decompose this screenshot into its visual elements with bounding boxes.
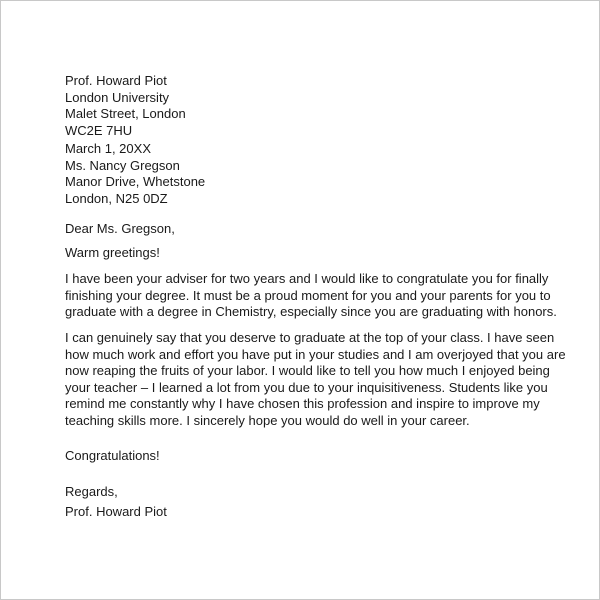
salutation (65, 221, 539, 238)
congratulations-text: Congratulations! (65, 448, 160, 463)
paragraph-line: graduate with a degree in Chemistry, especially since you are graduating with honors. (65, 304, 557, 319)
recipient-street: Manor Drive, Whetstone (65, 174, 206, 189)
sender-address (65, 73, 539, 139)
signature-block (65, 504, 539, 521)
paragraph-line: I have been your adviser for two years and I would like to congratulate you for finally (65, 271, 549, 286)
paragraph-line: teaching skills more. I sincerely hope you would do well in your career. (65, 412, 470, 428)
date-and-recipient (65, 141, 539, 207)
salutation-text: Dear Ms. Gregson, (65, 221, 175, 236)
congratulations-line (65, 448, 539, 465)
paragraph-line: now reaping the fruits of your labor. I would like to tell you how much I enjoyed being (65, 363, 550, 378)
sender-institution: London University (65, 89, 170, 105)
sender-street: Malet Street, London (65, 106, 186, 121)
signature-name: Prof. Howard Piot (65, 504, 167, 519)
paragraph-line: finishing your degree. It must be a proud moment for you and your parents for you to (65, 287, 551, 303)
paragraph-line: I can genuinely say that you deserve to graduate at the top of your class. I have seen (65, 330, 555, 345)
greeting-text: Warm greetings! (65, 245, 160, 260)
sender-postcode: WC2E 7HU (65, 122, 133, 138)
letter-date: March 1, 20XX (65, 141, 151, 156)
recipient-name: Ms. Nancy Gregson (65, 157, 180, 173)
body-paragraph-1 (65, 271, 557, 321)
recipient-city-postcode: London, N25 0DZ (65, 190, 168, 206)
body-paragraph-2 (65, 330, 566, 429)
greeting (65, 245, 539, 262)
paragraph-line: your teacher – I learned a lot from you due to your inquisitiveness. Students like you (65, 379, 548, 395)
regards-text: Regards, (65, 484, 118, 499)
paragraph-line: remind me constantly why I have chosen this profession and inspire to improve my (65, 396, 540, 411)
closing (65, 484, 539, 501)
paragraph-line: how much work and effort you have put in your studies and I am overjoyed that you are (65, 346, 566, 362)
sender-name: Prof. Howard Piot (65, 73, 167, 88)
